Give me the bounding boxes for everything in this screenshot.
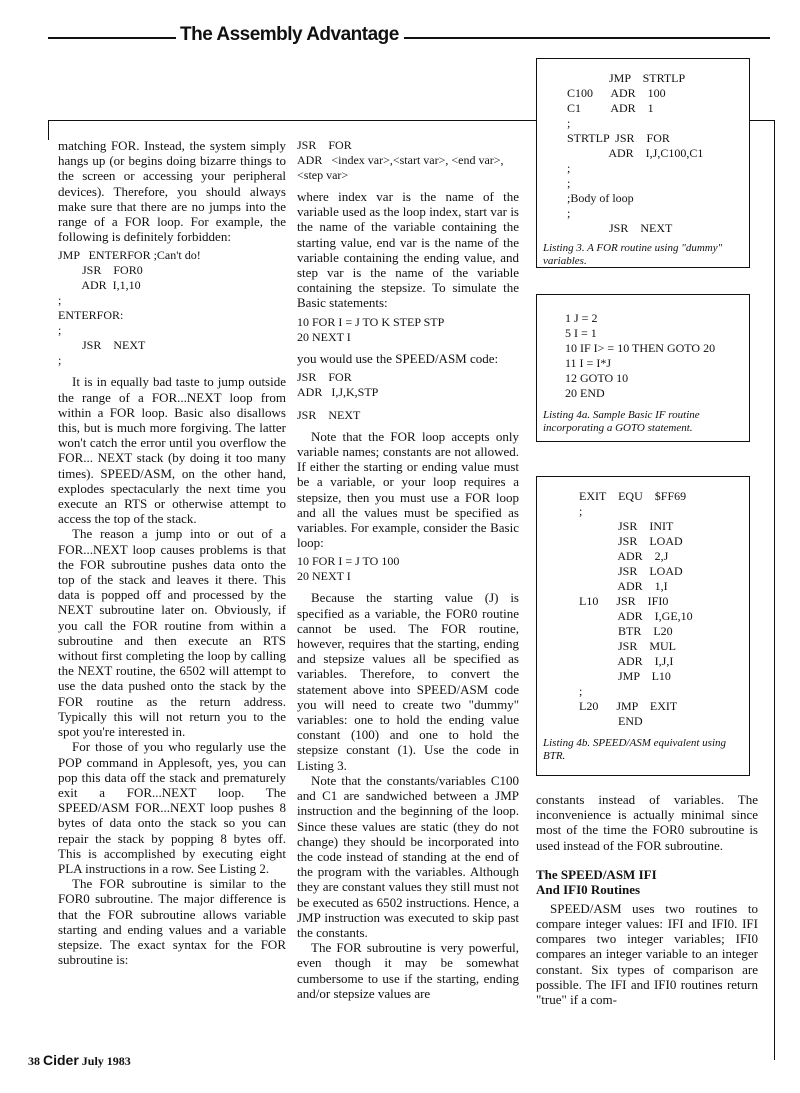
code-line xyxy=(297,400,519,408)
code-line: JSR MUL xyxy=(579,639,677,653)
col3-paragraph-2: SPEED/ASM uses two routines to compare integer values: IFI and IFI0. IFI compares two integer variables; IFI0 compares an integer variable to an integer constant. Six types of comparison are possible. The IFI and IFI0 routines return "true" if a com- xyxy=(536,900,758,1008)
code-line: ADR I,J,C100,C1 xyxy=(567,146,704,160)
code-line: END xyxy=(579,714,643,728)
code-line: JMP ENTERFOR ;Can't do! xyxy=(58,248,201,263)
code-line: JSR FOR0 xyxy=(58,263,143,278)
col2-paragraph-1: where index var is the name of the variable used as the loop index, start var is the name of the variable containing the starting value, end var is the name of the variable containing the ending value, and step var is the name of the variable containing the stepsize. To simulate the Basic statements: xyxy=(297,189,519,311)
code-line: ADR <index var>,<start var>, <end var>, xyxy=(297,153,504,167)
col1-paragraph-3: The reason a jump into or out of a FOR...NEXT loop causes problems is that the FOR subroutine pushes data onto the top of the stack and leaves it there. This data is popped off and processed by the NEXT subroutine later on. Obviously, if you call the FOR routine from within a subroutine and then execute an RTS without first completing the loop by calling the NEXT routine, the 6502 will attempt to use the data pushed onto the stack by the FOR routine as the return address. Typically this will not return you to the spot you're interested in. xyxy=(58,526,286,740)
col1-paragraph-5: The FOR subroutine is similar to the FOR0 subroutine. The major difference is that the FOR subroutine allows variable starting and ending values and a variable stepsize. The exact syntax for the FOR subroutine is: xyxy=(58,876,286,968)
code-line: <step var> xyxy=(297,168,349,182)
code-line: 10 FOR I = J TO K STEP STP xyxy=(297,314,445,329)
code-line: ADR I,J,I xyxy=(579,654,674,668)
code-line: ; xyxy=(58,353,62,368)
listing-3-box xyxy=(536,58,750,268)
code-line: JSR FOR xyxy=(297,138,352,152)
section-heading-line-1: The SPEED/ASM IFI xyxy=(536,866,657,882)
col2-paragraph-2: you would use the SPEED/ASM code: xyxy=(297,350,499,366)
code-line: ADR I,GE,10 xyxy=(579,609,693,623)
col1-code-block xyxy=(58,248,286,368)
frame-top-rule-right xyxy=(748,120,775,121)
issue-date: July 1983 xyxy=(81,1054,131,1068)
listing-4a-caption: Listing 4a. Sample Basic IF routine incorporating a GOTO statement. xyxy=(543,409,700,434)
col2-paragraph-6: The FOR subroutine is very powerful, even though it may be somewhat cumbersome to use if the starting, ending and/or stepsize values are xyxy=(297,940,519,1001)
header-rule-left xyxy=(48,37,176,39)
code-line: 20 END xyxy=(565,386,605,400)
col3-paragraph-1: constants instead of variables. The inconvenience is actually minimal since most of the time the FOR0 subroutine is used instead of the FOR subroutine. xyxy=(536,792,758,853)
code-line: ADR 1,I xyxy=(579,579,668,593)
code-line: 12 GOTO 10 xyxy=(565,371,629,385)
code-line: JSR NEXT xyxy=(58,338,146,353)
code-line: L10 JSR IFI0 xyxy=(579,594,669,608)
code-line: JSR LOAD xyxy=(579,564,683,578)
col2-code-basic xyxy=(297,315,519,345)
listing-3-caption: Listing 3. A FOR routine using "dummy" variables. xyxy=(543,242,723,267)
code-line: 1 J = 2 xyxy=(565,311,598,325)
code-line: JSR LOAD xyxy=(579,534,683,548)
header-rule-right xyxy=(404,37,770,39)
code-line: ADR I,J,K,STP xyxy=(297,384,379,399)
code-line: C100 ADR 100 xyxy=(567,86,666,100)
page-header xyxy=(48,24,770,50)
code-line: ADR I,1,10 xyxy=(58,278,141,293)
column-3 xyxy=(536,792,758,1007)
code-line: ; xyxy=(58,293,62,308)
code-line: C1 ADR 1 xyxy=(567,101,654,115)
page-title: The Assembly Advantage xyxy=(180,24,399,45)
section-heading-line-2: And IFI0 Routines xyxy=(536,881,641,897)
code-line: 5 I = 1 xyxy=(565,326,597,340)
listing-4a-box xyxy=(536,294,750,442)
frame-left-rule xyxy=(48,120,49,140)
code-line: JMP STRTLP xyxy=(567,71,686,85)
code-line: ENTERFOR: xyxy=(58,308,124,323)
code-line: ADR 2,J xyxy=(579,549,669,563)
column-2 xyxy=(297,138,519,1001)
code-line: ;Body of loop xyxy=(567,191,634,205)
col2-code-syntax xyxy=(297,138,519,183)
section-heading xyxy=(536,867,758,897)
column-1 xyxy=(58,138,286,967)
code-line: 10 IF I> = 10 THEN GOTO 20 xyxy=(565,341,716,355)
code-line: 20 NEXT I xyxy=(297,329,351,344)
col2-paragraph-3: Note that the FOR loop accepts only variable names; constants are not allowed. If either the starting or ending value must be a variable, or your loop requires a stepsize, then you must use a FOR loop and all the values must be specified as variables. For example, consider the Basic loop: xyxy=(297,428,519,551)
code-line: JSR NEXT xyxy=(297,407,361,422)
code-line: ; xyxy=(567,161,571,175)
code-line: JSR FOR xyxy=(297,369,352,384)
code-line: BTR L20 xyxy=(579,624,673,638)
col2-paragraph-4: Because the starting value (J) is specified as a variable, the FOR0 routine cannot be used. The FOR routine, however, requires that the starting, ending and stepsize values all be specified as variables. Therefore, to convert the statement above into SPEED/ASM code you will need to create two "dummy" variables: one to hold the ending value constant (100) and one to hold the stepsize constant (1). Use the code in Listing 3. xyxy=(297,590,519,773)
col2-code-asm xyxy=(297,370,519,423)
listing-4a-code xyxy=(537,295,749,401)
col1-paragraph-1: matching FOR. Instead, the system simply hangs up (or begins doing bizarre things to the screen or accessing your peripheral devices). Therefore, you should always make sure that there are no jumps into the range of a FOR loop. For example, the following is definitely forbidden: xyxy=(58,138,286,245)
code-line: ; xyxy=(58,323,62,338)
page-number: 38 xyxy=(28,1054,40,1068)
listing-3-code xyxy=(537,59,749,236)
code-line: ; xyxy=(579,684,583,698)
code-line: ; xyxy=(579,504,583,518)
code-line: JSR INIT xyxy=(579,519,674,533)
code-line: ; xyxy=(567,206,571,220)
magazine-logo: Cider xyxy=(43,1052,79,1068)
frame-right-rule xyxy=(774,120,775,1060)
code-line: 11 I = I*J xyxy=(565,356,611,370)
listing-4b-caption: Listing 4b. SPEED/ASM equivalent using BTR. xyxy=(543,737,727,762)
code-line: L20 JMP EXIT xyxy=(579,699,678,713)
frame-top-rule xyxy=(48,120,536,121)
code-line: 20 NEXT I xyxy=(297,569,351,584)
col1-paragraph-2: It is in equally bad taste to jump outside the range of a FOR...NEXT loop from within a FOR loop. Basic also disallows this, but is much more forgiving. The latter won't catch the error until you overflow the FOR... NEXT stack (by doing it too many times). SPEED/ASM, on the other hand, explodes spectacularly the next time you execute an RTS or otherwise attempt to access the top of the stack. xyxy=(58,374,286,527)
listing-4b-box xyxy=(536,476,750,776)
code-line: ; xyxy=(567,116,571,130)
page-footer xyxy=(28,1052,131,1069)
code-line: 10 FOR I = J TO 100 xyxy=(297,554,400,569)
code-line: ; xyxy=(567,176,571,190)
code-line: EXIT EQU $FF69 xyxy=(579,489,687,503)
col2-code-basic-loop xyxy=(297,554,519,584)
col2-paragraph-5: Note that the constants/variables C100 and C1 are sandwiched between a JMP instruction and the beginning of the loop. Since these values are static (they do not change) they should be incorporated into the code instead of standing at the end of the program with the variables. Although they are constant values they still must not be executed as 6502 instructions. Hence, a JMP instruction was executed to skip past the constants. xyxy=(297,772,519,940)
code-line: JSR NEXT xyxy=(567,221,673,235)
code-line: JMP L10 xyxy=(579,669,671,683)
col1-paragraph-4: For those of you who regularly use the POP command in Applesoft, yes, you can pop this data off the stack and prematurely exit a FOR...NEXT loop. The SPEED/ASM FOR...NEXT loop pushes 8 bytes of data onto the stack so you can repair the stack by popping 8 bytes off. This is accomplished by executing eight PLA instructions in a row. See Listing 2. xyxy=(58,739,286,876)
listing-4b-code xyxy=(537,477,749,729)
code-line: STRTLP JSR FOR xyxy=(567,131,670,145)
